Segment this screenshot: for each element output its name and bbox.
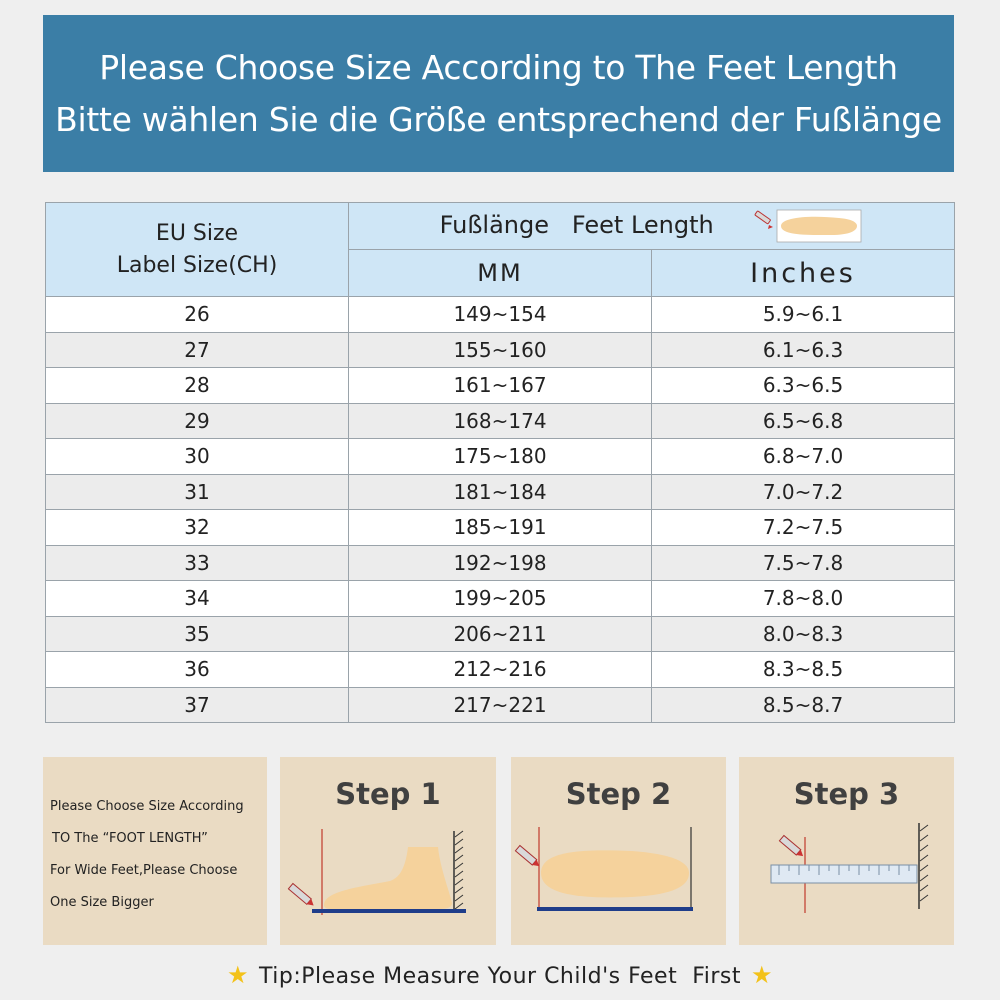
star-icon: ★ bbox=[751, 961, 774, 989]
cell-eu: 30 bbox=[46, 439, 349, 475]
header-inches: Inches bbox=[652, 250, 955, 297]
foot-icon bbox=[324, 847, 452, 909]
step-1-card bbox=[280, 757, 496, 945]
cell-inches: 6.1~6.3 bbox=[652, 332, 955, 368]
header-feet-length-label: Fußlänge Feet Length bbox=[439, 211, 714, 239]
cell-eu: 31 bbox=[46, 474, 349, 510]
step-2-title: Step 2 bbox=[565, 777, 672, 811]
advice-line-4: One Size Bigger bbox=[50, 895, 154, 910]
cell-mm: 192~198 bbox=[349, 545, 652, 581]
cell-mm: 185~191 bbox=[349, 510, 652, 546]
table-row bbox=[46, 297, 955, 333]
cell-mm: 217~221 bbox=[349, 687, 652, 723]
pencil-icon bbox=[755, 211, 773, 229]
cell-inches: 6.5~6.8 bbox=[652, 403, 955, 439]
cell-inches: 7.2~7.5 bbox=[652, 510, 955, 546]
step-3-card bbox=[739, 757, 954, 945]
cell-eu: 35 bbox=[46, 616, 349, 652]
cell-mm: 206~211 bbox=[349, 616, 652, 652]
title-english: Please Choose Size According to The Feet Length bbox=[99, 47, 898, 87]
star-icon: ★ bbox=[226, 961, 249, 989]
cell-inches: 7.5~7.8 bbox=[652, 545, 955, 581]
title-german: Bitte wählen Sie die Größe entsprechend der Fußlänge bbox=[55, 99, 942, 139]
header-mm: MM bbox=[349, 250, 652, 297]
cell-inches: 8.5~8.7 bbox=[652, 687, 955, 723]
cell-eu: 33 bbox=[46, 545, 349, 581]
cell-mm: 212~216 bbox=[349, 652, 652, 688]
ruler-icon bbox=[771, 865, 917, 883]
size-chart-table bbox=[45, 202, 955, 723]
cell-mm: 149~154 bbox=[349, 297, 652, 333]
title-banner bbox=[43, 15, 954, 172]
advice-line-2: TO The “FOOT LENGTH” bbox=[52, 831, 208, 846]
cell-mm: 175~180 bbox=[349, 439, 652, 475]
table-row bbox=[46, 616, 955, 652]
pencil-icon bbox=[779, 836, 805, 859]
tip-text: Tip:Please Measure Your Child's Feet First bbox=[258, 964, 742, 989]
cell-mm: 181~184 bbox=[349, 474, 652, 510]
header-eu-size bbox=[46, 203, 349, 297]
size-rows bbox=[46, 297, 955, 723]
cell-inches: 6.3~6.5 bbox=[652, 368, 955, 404]
cell-eu: 26 bbox=[46, 297, 349, 333]
step-3-illustration bbox=[739, 817, 954, 945]
header-feet-length bbox=[349, 203, 955, 250]
cell-eu: 28 bbox=[46, 368, 349, 404]
table-row bbox=[46, 403, 955, 439]
size-advice-text bbox=[50, 791, 265, 919]
cell-eu: 34 bbox=[46, 581, 349, 617]
table-row bbox=[46, 474, 955, 510]
table-row bbox=[46, 581, 955, 617]
foot-icon bbox=[751, 209, 863, 243]
cell-inches: 7.0~7.2 bbox=[652, 474, 955, 510]
step-1-title: Step 1 bbox=[335, 777, 441, 811]
cell-inches: 6.8~7.0 bbox=[652, 439, 955, 475]
cell-inches: 8.0~8.3 bbox=[652, 616, 955, 652]
cell-inches: 5.9~6.1 bbox=[652, 297, 955, 333]
table-row bbox=[46, 368, 955, 404]
cell-mm: 155~160 bbox=[349, 332, 652, 368]
cell-mm: 199~205 bbox=[349, 581, 652, 617]
cell-inches: 8.3~8.5 bbox=[652, 652, 955, 688]
table-row bbox=[46, 439, 955, 475]
cell-inches: 7.8~8.0 bbox=[652, 581, 955, 617]
cell-eu: 27 bbox=[46, 332, 349, 368]
advice-line-3: For Wide Feet,Please Choose bbox=[50, 863, 238, 878]
step-1-illustration bbox=[280, 817, 496, 945]
measurement-tip bbox=[0, 961, 1000, 989]
table-row bbox=[46, 687, 955, 723]
cell-eu: 29 bbox=[46, 403, 349, 439]
cell-mm: 161~167 bbox=[349, 368, 652, 404]
table-row bbox=[46, 510, 955, 546]
cell-eu: 36 bbox=[46, 652, 349, 688]
cell-eu: 32 bbox=[46, 510, 349, 546]
pencil-icon bbox=[515, 846, 541, 869]
table-row bbox=[46, 652, 955, 688]
advice-line-1: Please Choose Size According bbox=[50, 799, 244, 814]
step-2-card bbox=[511, 757, 726, 945]
foot-icon bbox=[541, 850, 689, 897]
cell-mm: 168~174 bbox=[349, 403, 652, 439]
pencil-icon bbox=[288, 884, 315, 909]
table-row bbox=[46, 545, 955, 581]
cell-eu: 37 bbox=[46, 687, 349, 723]
header-eu-line1: EU Size bbox=[155, 220, 239, 246]
step-3-title: Step 3 bbox=[793, 777, 900, 811]
table-row bbox=[46, 332, 955, 368]
step-2-illustration bbox=[511, 817, 726, 945]
size-advice-card bbox=[43, 757, 267, 945]
header-eu-line2: Label Size(CH) bbox=[116, 252, 278, 278]
